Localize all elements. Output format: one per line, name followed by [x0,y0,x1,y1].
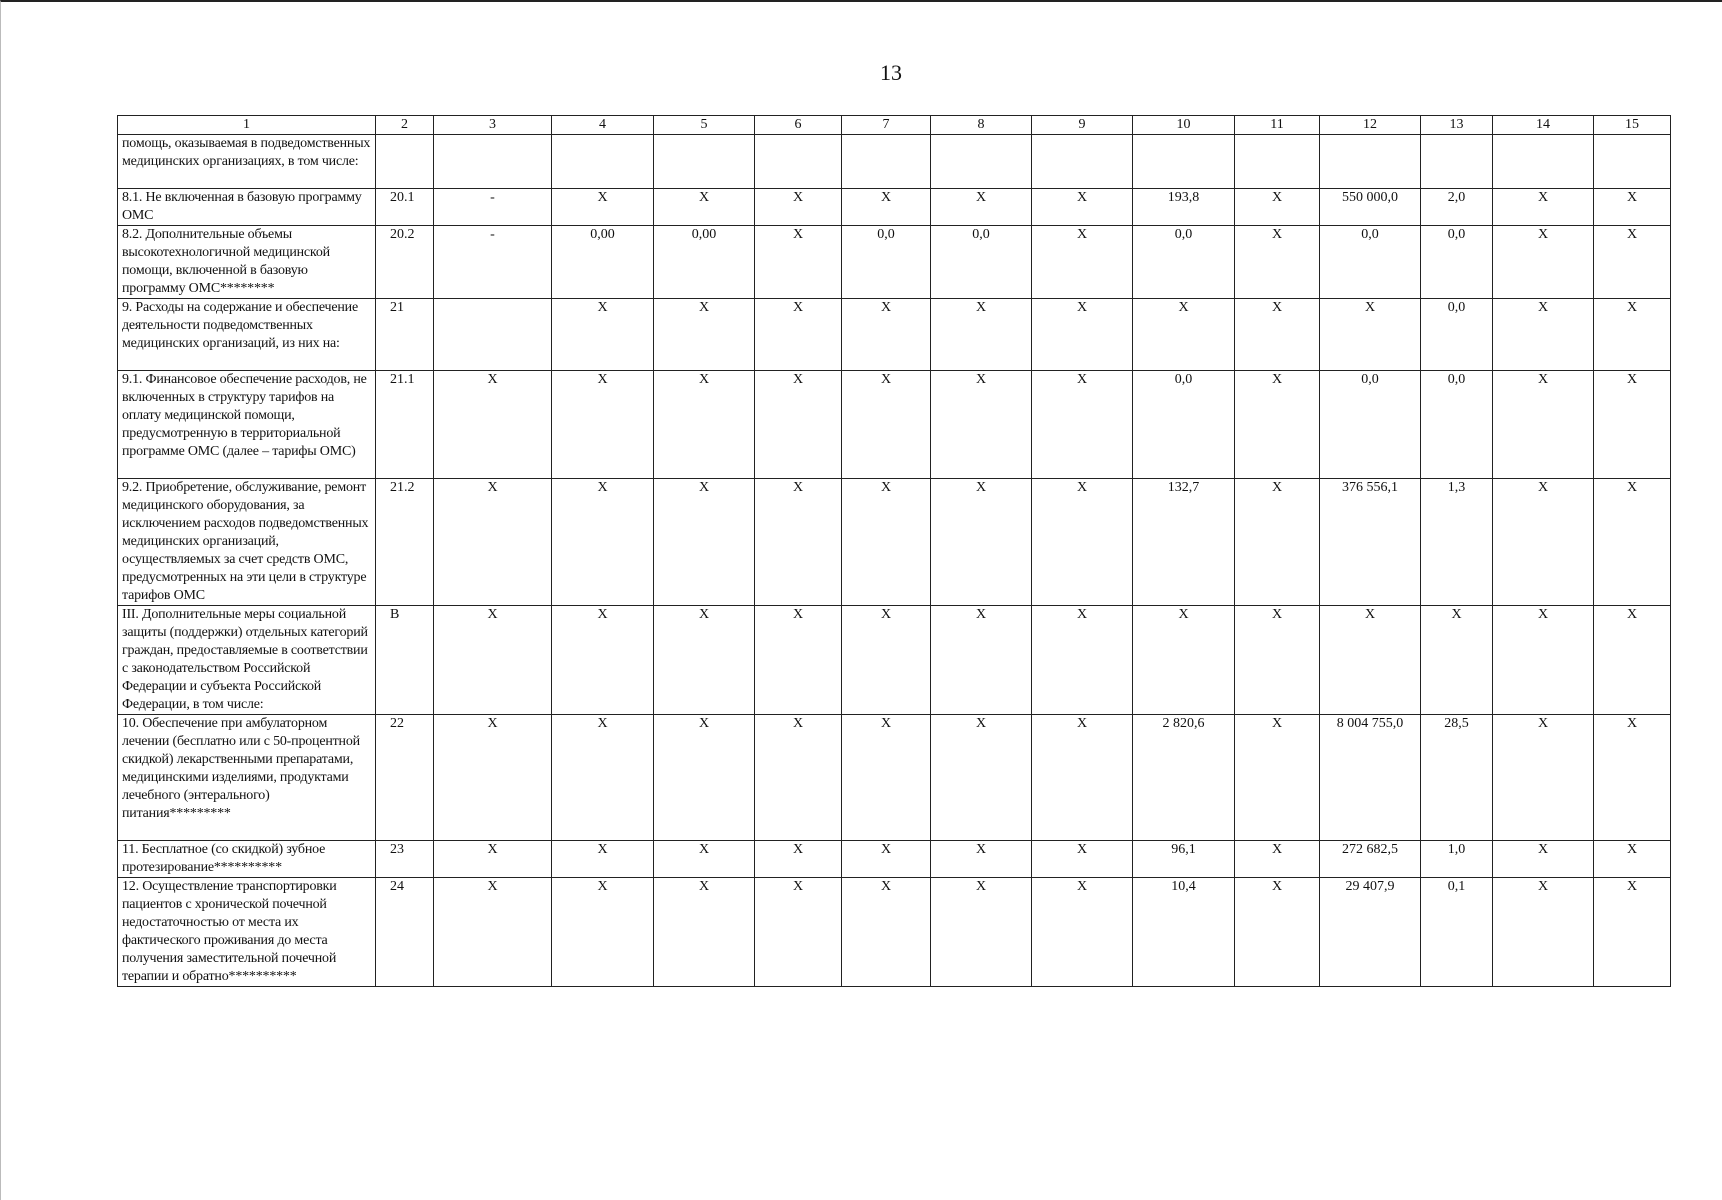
row-code: В [376,606,434,715]
table-cell [1133,135,1235,189]
table-cell: X [1594,226,1671,299]
table-cell: X [1032,299,1133,371]
row-code: 20.1 [376,189,434,226]
table-cell: X [755,299,842,371]
table-cell: X [931,606,1032,715]
table-cell: X [755,371,842,479]
row-code: 22 [376,715,434,841]
table-row [118,226,1671,299]
row-code: 21.1 [376,371,434,479]
table-cell [1032,135,1133,189]
table-cell: X [434,878,552,987]
table-cell: X [552,878,654,987]
row-code: 20.2 [376,226,434,299]
table-cell: 2 820,6 [1133,715,1235,841]
table-cell: X [654,606,755,715]
table-cell: X [1235,299,1320,371]
table-cell [434,299,552,371]
table-cell: X [1493,606,1594,715]
table-cell: 0,00 [552,226,654,299]
table-cell: - [434,189,552,226]
table-cell: 0,0 [931,226,1032,299]
table-cell: X [654,841,755,878]
table-cell: X [1594,371,1671,479]
table-cell: X [1032,878,1133,987]
table-cell: X [755,479,842,606]
table-cell: X [1235,878,1320,987]
table-cell: X [654,189,755,226]
table-cell: X [755,606,842,715]
table-cell: 550 000,0 [1320,189,1421,226]
table-cell [654,135,755,189]
table-cell [1594,135,1671,189]
table-cell: X [842,878,931,987]
column-header: 2 [376,116,434,135]
table-cell: 0,00 [654,226,755,299]
table-cell: 10,4 [1133,878,1235,987]
row-label: 11. Бесплатное (со скидкой) зубное протезирование********** [118,841,376,878]
table-cell: X [1594,479,1671,606]
table-cell: X [552,299,654,371]
table-cell: 0,0 [842,226,931,299]
table-cell: 96,1 [1133,841,1235,878]
column-header: 10 [1133,116,1235,135]
table-cell: X [1032,226,1133,299]
table-cell: 0,0 [1320,226,1421,299]
table-cell: X [1133,606,1235,715]
table-cell: X [654,479,755,606]
table-cell: X [1594,841,1671,878]
table-cell: X [755,715,842,841]
table-cell [1235,135,1320,189]
row-code: 24 [376,878,434,987]
table-cell: 0,0 [1421,371,1493,479]
table-cell: 0,0 [1133,226,1235,299]
row-label: 9. Расходы на содержание и обеспечение деятельности подведомственных медицинских организаций, из них на: [118,299,376,371]
table-cell: X [842,606,931,715]
row-label: 8.2. Дополнительные объемы высокотехнологичной медицинской помощи, включенной в базовую программу ОМС******** [118,226,376,299]
table-cell: X [434,606,552,715]
table-cell: X [654,878,755,987]
table-cell: X [931,841,1032,878]
table-cell: X [1493,878,1594,987]
column-header: 5 [654,116,755,135]
table-cell: X [1235,841,1320,878]
table-cell: X [1493,189,1594,226]
table-cell: X [931,189,1032,226]
row-label: 9.1. Финансовое обеспечение расходов, не включенных в структуру тарифов на оплату медицинской помощи, предусмотренную в территориальной программе ОМС (далее – тарифы ОМС) [118,371,376,479]
page-number: 13 [880,60,902,85]
table-cell: X [1493,226,1594,299]
table-cell [1421,135,1493,189]
data-table [117,115,1671,987]
table-cell: 0,0 [1421,299,1493,371]
table-cell: 2,0 [1421,189,1493,226]
table-cell: X [552,189,654,226]
table-cell: X [755,878,842,987]
column-header: 1 [118,116,376,135]
table-cell: X [1235,479,1320,606]
column-header: 11 [1235,116,1320,135]
table-cell: - [434,226,552,299]
table-cell: X [842,479,931,606]
table-cell: 0,0 [1320,371,1421,479]
table-cell: X [842,299,931,371]
table-cell: X [434,371,552,479]
table-cell: X [842,371,931,479]
column-header: 4 [552,116,654,135]
table-cell: X [1320,606,1421,715]
table-cell: X [1493,371,1594,479]
table-cell: X [1594,606,1671,715]
table-row [118,135,1671,189]
table-cell: X [1421,606,1493,715]
column-header: 9 [1032,116,1133,135]
column-header: 7 [842,116,931,135]
table-cell: X [654,715,755,841]
column-header: 8 [931,116,1032,135]
header-row [118,116,1671,135]
table-row [118,878,1671,987]
table-cell: X [552,606,654,715]
row-label: 8.1. Не включенная в базовую программу ОМС [118,189,376,226]
table-cell: X [1032,479,1133,606]
table-cell: X [755,226,842,299]
table-cell: X [755,189,842,226]
table-cell: X [1594,878,1671,987]
row-code: 23 [376,841,434,878]
table-cell: X [1032,189,1133,226]
table-cell: X [1493,841,1594,878]
table-cell: X [552,371,654,479]
table-cell: X [1235,606,1320,715]
table-row [118,841,1671,878]
table-cell: X [1493,479,1594,606]
table-cell: X [842,841,931,878]
row-code: 21.2 [376,479,434,606]
table-cell: X [552,715,654,841]
table-cell: X [1594,189,1671,226]
table-row [118,299,1671,371]
table-cell [1320,135,1421,189]
table-cell: X [755,841,842,878]
table-cell: 132,7 [1133,479,1235,606]
row-label: 12. Осуществление транспортировки пациентов с хронической почечной недостаточностью от места их фактического проживания до места получения заместительной почечной терапии и обратно********** [118,878,376,987]
table-cell: 193,8 [1133,189,1235,226]
table-row [118,479,1671,606]
table-cell: X [931,371,1032,479]
table-cell: 272 682,5 [1320,841,1421,878]
table-cell: X [1235,371,1320,479]
table-cell: X [1493,715,1594,841]
column-header: 15 [1594,116,1671,135]
table-cell: X [1235,715,1320,841]
table-cell: X [654,371,755,479]
table-cell: X [1320,299,1421,371]
table-row [118,189,1671,226]
table-cell [755,135,842,189]
table-cell [552,135,654,189]
table-cell: 28,5 [1421,715,1493,841]
table-cell: X [1594,299,1671,371]
table-body [118,135,1671,987]
table-cell: 376 556,1 [1320,479,1421,606]
table-row [118,715,1671,841]
table-cell: X [434,479,552,606]
row-label: помощь, оказываемая в подведомственных медицинских организациях, в том числе: [118,135,376,189]
table-cell: X [434,841,552,878]
table-cell: 0,1 [1421,878,1493,987]
table-cell: X [1032,715,1133,841]
table-cell: 29 407,9 [1320,878,1421,987]
table-cell: X [1235,189,1320,226]
row-label: 9.2. Приобретение, обслуживание, ремонт медицинского оборудования, за исключением расходов подведомственных медицинских организаций, осуществляемых за счет средств ОМС, предусмотренных на эти цели в структуре тарифов ОМС [118,479,376,606]
table-cell [434,135,552,189]
table-cell: X [1032,371,1133,479]
table-cell: 1,3 [1421,479,1493,606]
table-cell: 0,0 [1421,226,1493,299]
table-cell: X [552,479,654,606]
table-cell: X [1493,299,1594,371]
column-header: 12 [1320,116,1421,135]
table-cell: X [1133,299,1235,371]
column-header: 6 [755,116,842,135]
table-cell: X [931,299,1032,371]
column-header: 3 [434,116,552,135]
table-cell: 0,0 [1133,371,1235,479]
table-row [118,606,1671,715]
row-label: III. Дополнительные меры социальной защиты (поддержки) отдельных категорий граждан, предоставляемые в соответствии с законодательством Российской Федерации и субъекта Российской Федерации, в том числе: [118,606,376,715]
row-label: 10. Обеспечение при амбулаторном лечении (бесплатно или с 50-процентной скидкой) лекарственными препаратами, медицинскими изделиями, продуктами лечебного (энтерального) питания********* [118,715,376,841]
table-cell: X [1594,715,1671,841]
table-cell: X [1235,226,1320,299]
table-cell: X [931,878,1032,987]
table-cell: 1,0 [1421,841,1493,878]
table-cell [842,135,931,189]
table-cell: X [1032,606,1133,715]
table-cell: X [1032,841,1133,878]
table-cell: X [434,715,552,841]
table-cell: X [931,479,1032,606]
table-cell: X [654,299,755,371]
table-cell [931,135,1032,189]
table-cell [1493,135,1594,189]
column-header: 13 [1421,116,1493,135]
table-cell: 8 004 755,0 [1320,715,1421,841]
table-cell: X [931,715,1032,841]
row-code: 21 [376,299,434,371]
table-cell: X [842,189,931,226]
table-cell: X [552,841,654,878]
column-header: 14 [1493,116,1594,135]
table-cell: X [842,715,931,841]
row-code [376,135,434,189]
table-row [118,371,1671,479]
